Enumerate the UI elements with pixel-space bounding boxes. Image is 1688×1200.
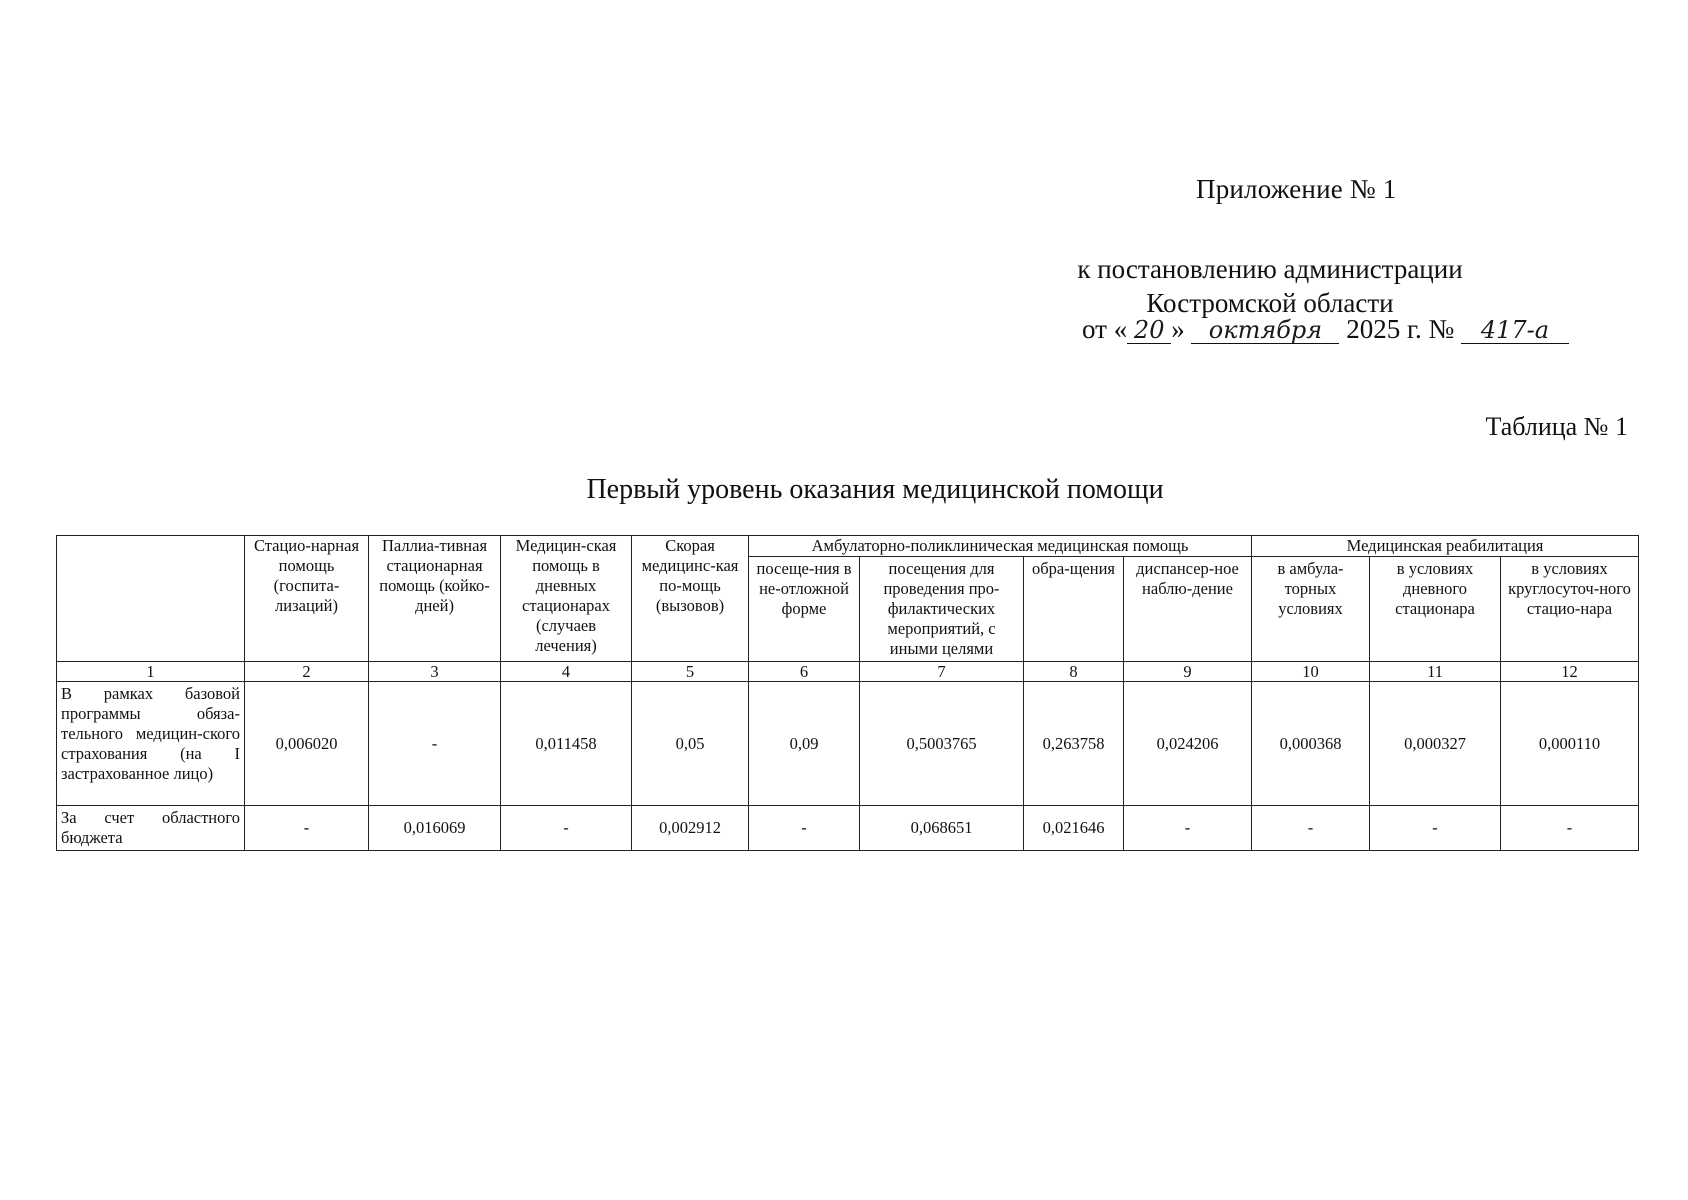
column-number: 11 [1370,662,1501,682]
table-cell: - [245,806,369,851]
medical-care-table [56,535,1639,851]
reference-line-2: Костромской области [1146,288,1394,318]
table-cell: 0,068651 [860,806,1024,851]
date-quote-close: » [1171,314,1185,344]
column-number: 3 [369,662,501,682]
table-cell: 0,000110 [1501,682,1639,806]
column-number: 12 [1501,662,1639,682]
table-cell: 0,000368 [1252,682,1370,806]
column-number: 5 [632,662,749,682]
table-cell: - [369,682,501,806]
column-number: 4 [501,662,632,682]
header-col-4: Медицин-ская помощь в дневных стационарах (случаев лечения) [501,536,632,662]
table-label: Таблица № 1 [1485,412,1628,441]
header-group-rehabilitation: Медицинская реабилитация [1252,536,1639,557]
header-col-8: обра-щения [1024,557,1124,662]
table-cell: 0,263758 [1024,682,1124,806]
row-label: За счет областного бюджета [57,806,245,851]
column-number: 6 [749,662,860,682]
table-cell: 0,011458 [501,682,632,806]
table-cell: 0,5003765 [860,682,1024,806]
table-cell: - [1501,806,1639,851]
table-cell: 0,006020 [245,682,369,806]
table-cell: 0,05 [632,682,749,806]
row-label: В рамках базовой программы обяза-тельного медицин-ского страхования (на I застрахованное лицо) [57,682,245,806]
date-year-label: 2025 г. № [1346,314,1455,344]
table-cell: 0,09 [749,682,860,806]
header-row-1 [57,536,1639,557]
column-number: 8 [1024,662,1124,682]
column-number: 10 [1252,662,1370,682]
date-prefix: от « [1082,314,1128,344]
appendix-reference [1040,252,1500,320]
appendix-title: Приложение № 1 [1196,174,1397,204]
table-row-compulsory-insurance [57,682,1639,806]
header-col-2: Стацио-нарная помощь (госпита-лизаций) [245,536,369,662]
column-number-row [57,662,1639,682]
handwritten-month: октября [1191,317,1339,344]
reference-line-1: к постановлению администрации [1077,254,1463,284]
column-number: 9 [1124,662,1252,682]
table-cell: - [1252,806,1370,851]
header-col-10: в амбула-торных условиях [1252,557,1370,662]
table-cell: 0,024206 [1124,682,1252,806]
header-col-11: в условиях дневного стационара [1370,557,1501,662]
table-cell: - [1124,806,1252,851]
table-cell: 0,016069 [369,806,501,851]
header-col-6: посеще-ния в не-отложной форме [749,557,860,662]
table-cell: - [1370,806,1501,851]
table-cell: 0,000327 [1370,682,1501,806]
table-cell: - [501,806,632,851]
column-number: 1 [57,662,245,682]
header-group-ambulatory: Амбулаторно-поликлиническая медицинская помощь [749,536,1252,557]
handwritten-day: 20 [1127,317,1171,344]
resolution-date-line [1082,314,1569,345]
column-number: 7 [860,662,1024,682]
table-cell: - [749,806,860,851]
header-col-3: Паллиа-тивная стационарная помощь (койко-дней) [369,536,501,662]
document-title: Первый уровень оказания медицинской помощи [586,474,1164,505]
table-row-regional-budget [57,806,1639,851]
table-cell: 0,021646 [1024,806,1124,851]
column-number: 2 [245,662,369,682]
header-col-9: диспансер-ное наблю-дение [1124,557,1252,662]
header-col-5: Скорая медицинс-кая по-мощь (вызовов) [632,536,749,662]
header-col-7: посещения для проведения про-филактических мероприятий, с иными целями [860,557,1024,662]
header-col-12: в условиях круглосуточ-ного стацио-нара [1501,557,1639,662]
handwritten-doc-number: 417-а [1461,317,1569,344]
header-empty-cell [57,536,245,662]
table-cell: 0,002912 [632,806,749,851]
